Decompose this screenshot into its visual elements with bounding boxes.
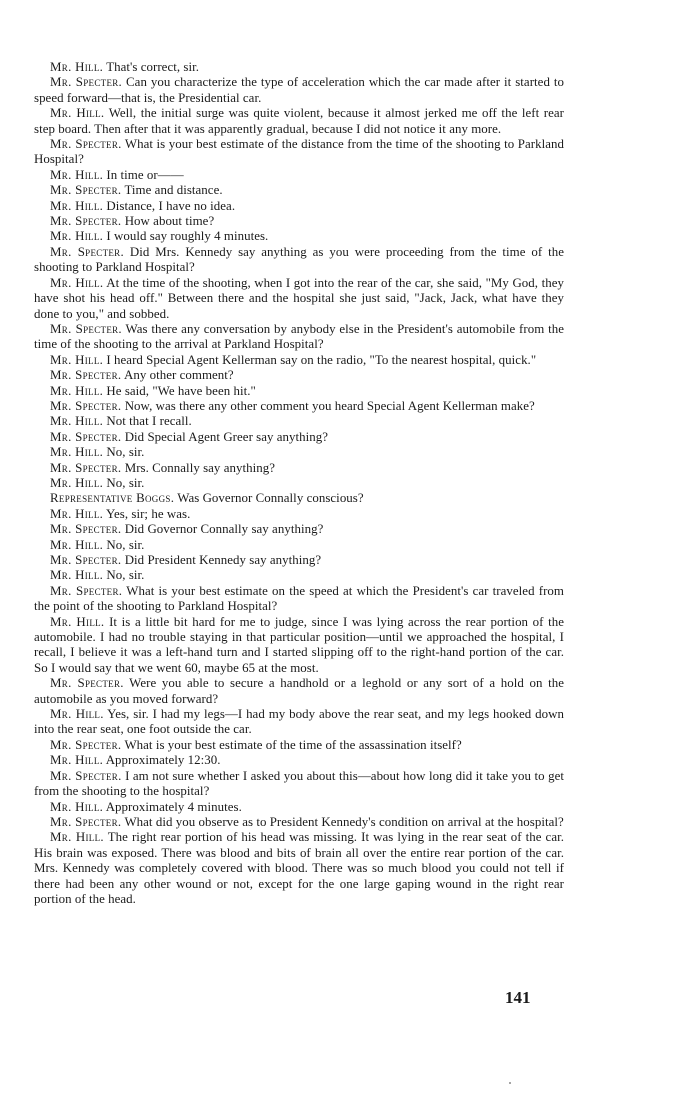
speaker-name: Mr. Specter.	[50, 522, 122, 537]
statement: No, sir.	[106, 475, 145, 490]
paragraph	[34, 553, 564, 568]
statement: Now, was there any other comment you heard Special Agent Kellerman make?	[124, 398, 535, 413]
speaker-name: Mr. Specter.	[50, 583, 123, 598]
statement: Was there any conversation by anybody else in the President's automobile from the time of the shooting to the arrival at Parkland Hospital?	[34, 321, 565, 352]
paragraph	[34, 769, 564, 800]
paragraph	[34, 322, 564, 353]
statement: What is your best estimate of the distance from the time of the shooting to Parkland Hospital?	[34, 137, 564, 167]
speaker-name: Mr. Specter.	[50, 737, 122, 752]
speaker-name: Mr. Specter.	[50, 75, 123, 90]
paragraph	[34, 430, 564, 445]
speaker-name: Representative Boggs.	[50, 491, 175, 506]
paragraph	[34, 815, 564, 830]
speaker-name: Mr. Hill.	[50, 614, 105, 629]
statement: Can you characterize the type of acceleration which the car made after it started to speed forward—that is, the Presidential car.	[34, 75, 565, 105]
statement: He said, "We have been hit."	[106, 383, 256, 398]
speaker-name: Mr. Specter.	[50, 368, 122, 383]
speaker-name: Mr. Specter.	[50, 768, 122, 783]
speaker-name: Mr. Hill.	[50, 445, 104, 460]
speaker-name: Mr. Hill.	[50, 229, 104, 244]
paragraph	[34, 168, 564, 183]
paragraph	[34, 676, 564, 707]
paragraph	[34, 753, 564, 768]
speaker-name: Mr. Specter.	[50, 244, 125, 259]
statement: Did Special Agent Greer say anything?	[124, 429, 329, 444]
paragraph	[34, 276, 564, 322]
statement: I heard Special Agent Kellerman say on the radio, "To the nearest hospital, quick."	[106, 352, 537, 367]
statement: No, sir.	[106, 568, 145, 583]
paragraph	[34, 476, 564, 491]
speaker-name: Mr. Hill.	[50, 537, 104, 552]
statement: Did President Kennedy say anything?	[124, 553, 322, 567]
paragraph	[34, 214, 564, 229]
paragraph	[34, 568, 564, 583]
paragraph	[34, 60, 564, 75]
speaker-name: Mr. Specter.	[50, 398, 122, 413]
statement: No, sir.	[106, 445, 145, 460]
speaker-name: Mr. Hill.	[50, 167, 104, 182]
paragraph	[34, 137, 564, 168]
speaker-name: Mr. Hill.	[50, 414, 104, 429]
speaker-name: Mr. Specter.	[50, 676, 124, 691]
statement: Were you able to secure a handhold or a leghold or any sort of a hold on the automobile as you moved forward?	[34, 676, 564, 706]
speaker-name: Mr. Hill.	[50, 383, 104, 398]
speaker-name: Mr. Hill.	[50, 106, 105, 121]
speaker-name: Mr. Hill.	[50, 198, 104, 213]
statement: Approximately 12:30.	[105, 753, 221, 768]
statement: Mrs. Connally say anything?	[124, 460, 275, 475]
statement: What is your best estimate on the speed at which the President's car traveled from the point of the shooting to Parkland Hospital?	[34, 583, 564, 614]
statement: Yes, sir. I had my legs—I had my body above the rear seat, and my legs hooked down into the rear seat, one foot outside the car.	[34, 707, 565, 737]
statement: What is your best estimate of the time of the assassination itself?	[124, 737, 462, 752]
speaker-name: Mr. Hill.	[50, 506, 104, 521]
paragraph	[34, 384, 564, 399]
paragraph	[34, 75, 564, 106]
scan-speck	[509, 1082, 511, 1084]
statement: Any other comment?	[123, 368, 234, 383]
statement: Distance, I have no idea.	[106, 198, 236, 213]
speaker-name: Mr. Specter.	[50, 183, 122, 198]
speaker-name: Mr. Specter.	[50, 321, 122, 336]
speaker-name: Mr. Specter.	[50, 460, 122, 475]
statement: Approximately 4 minutes.	[105, 799, 242, 814]
paragraph	[34, 353, 564, 368]
paragraph	[34, 538, 564, 553]
speaker-name: Mr. Hill.	[50, 707, 104, 722]
speaker-name: Mr. Hill.	[50, 475, 104, 490]
statement: I would say roughly 4 minutes.	[106, 229, 269, 244]
speaker-name: Mr. Hill.	[50, 568, 104, 583]
speaker-name: Mr. Specter.	[50, 814, 122, 829]
statement: Well, the initial surge was quite violent, because it almost jerked me off the left rear step board. Then after that it was apparently gradual, because I did not notice it any more.	[34, 106, 565, 136]
paragraph	[34, 106, 564, 137]
paragraph	[34, 245, 564, 276]
statement: No, sir.	[106, 537, 145, 552]
speaker-name: Mr. Hill.	[50, 60, 104, 74]
paragraph	[34, 830, 564, 907]
statement: At the time of the shooting, when I got into the rear of the car, she said, "My God, they have shot his head off." Between there and the hospital she just said, "Jack, Jack, what have they done to you," and sobbed.	[34, 275, 564, 321]
paragraph	[34, 738, 564, 753]
statement: It is a little bit hard for me to judge, since I was lying across the rear portion of the automobile. I had no trouble staying in that particular position—until we approached the hospital, I recall, I believe it was a left-hand turn and I started slipping off to the right-hand portion of the car. So I would say that we went 60, maybe 65 at the most.	[34, 614, 564, 675]
statement: Time and distance.	[124, 183, 223, 198]
paragraph	[34, 414, 564, 429]
statement: How about time?	[124, 214, 215, 229]
statement: I am not sure whether I asked you about this—about how long did it take you to get from the shooting to the hospital?	[34, 768, 564, 799]
speaker-name: Mr. Hill.	[50, 352, 104, 367]
paragraph	[34, 399, 564, 414]
speaker-name: Mr. Hill.	[50, 753, 104, 768]
statement: Did Governor Connally say anything?	[124, 522, 324, 537]
paragraph	[34, 199, 564, 214]
paragraph	[34, 800, 564, 815]
paragraph	[34, 461, 564, 476]
paragraph	[34, 445, 564, 460]
paragraph	[34, 183, 564, 198]
statement: In time or——	[106, 167, 184, 182]
paragraph	[34, 584, 564, 615]
statement: Did Mrs. Kennedy say anything as you were proceeding from the time of the shooting to Parkland Hospital?	[34, 244, 564, 275]
statement: The right rear portion of his head was missing. It was lying in the rear seat of the car. His brain was exposed. There was blood and bits of brain all over the entire rear portion of the car. Mrs. Kennedy was completely covered with blood. There was so much blood you could not tell if there had been any other wound or not, except for the one large gaping wound in the right rear portion of the head.	[34, 830, 565, 906]
speaker-name: Mr. Hill.	[50, 799, 104, 814]
speaker-name: Mr. Hill.	[50, 830, 104, 845]
speaker-name: Mr. Hill.	[50, 275, 104, 290]
paragraph	[34, 522, 564, 537]
statement: Not that I recall.	[106, 414, 192, 429]
paragraph	[34, 707, 564, 738]
page-number: 141	[505, 988, 531, 1007]
speaker-name: Mr. Specter.	[50, 429, 122, 444]
statement: Yes, sir; he was.	[105, 506, 191, 521]
paragraph	[34, 229, 564, 244]
statement: That's correct, sir.	[106, 60, 199, 74]
statement: Was Governor Connally conscious?	[177, 491, 364, 506]
paragraph	[34, 615, 564, 677]
paragraph	[34, 491, 564, 506]
speaker-name: Mr. Specter.	[50, 214, 122, 229]
paragraph	[34, 368, 564, 383]
statement: What did you observe as to President Kennedy's condition on arrival at the hospital?	[124, 814, 564, 829]
speaker-name: Mr. Specter.	[50, 137, 122, 152]
speaker-name: Mr. Specter.	[50, 553, 122, 567]
paragraph	[34, 507, 564, 522]
testimony-text	[34, 60, 564, 907]
